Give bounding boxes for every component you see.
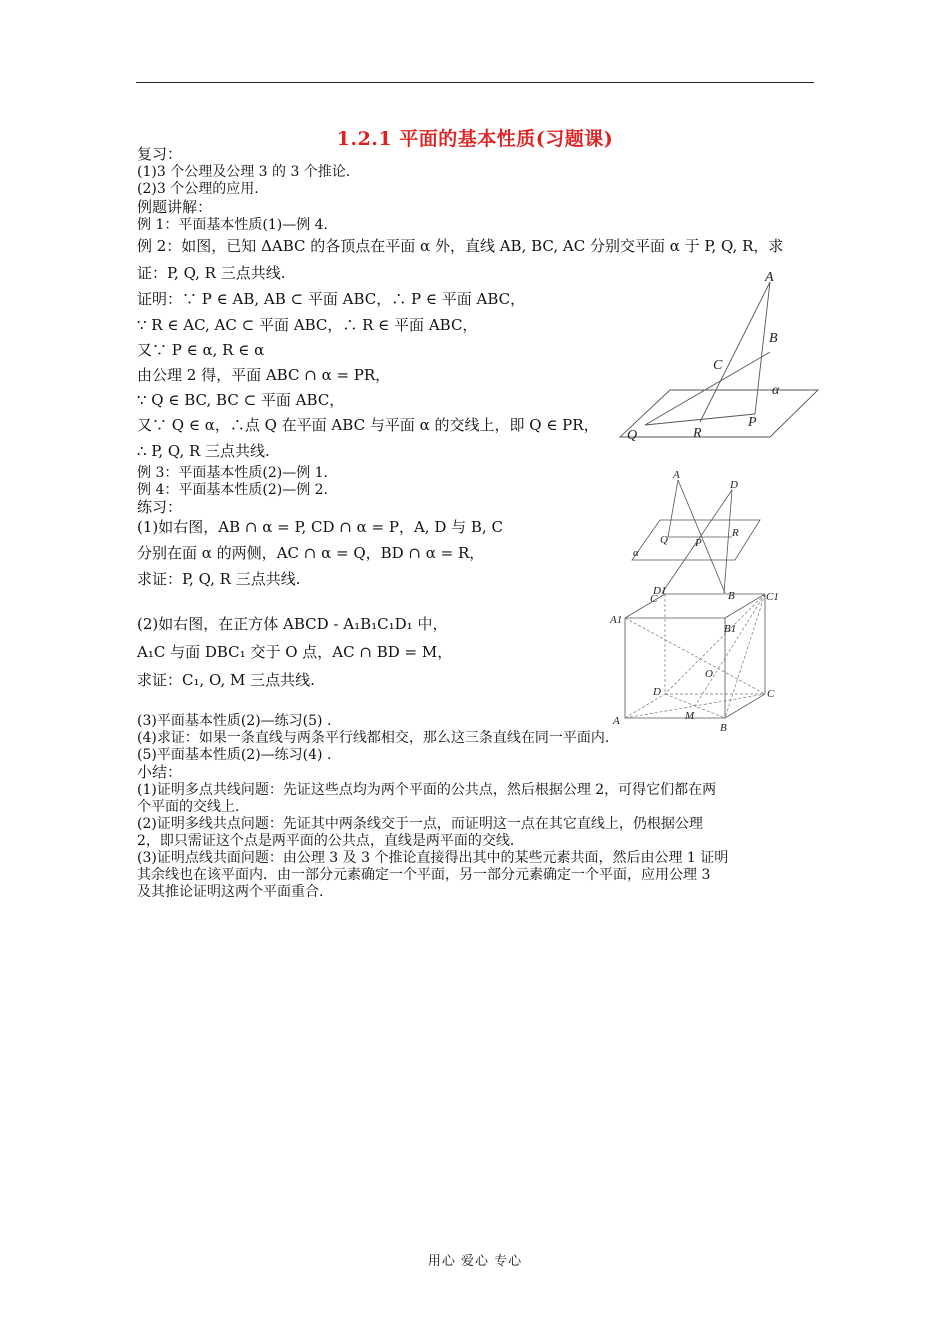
fig3-label-b1: B1 [724, 623, 737, 635]
text-line: ∵ R ∈ AC, AC ⊂ 平面 ABC，∴ R ∈ 平面 ABC， [137, 316, 478, 334]
text-line: (2)如右图，在正方体 ABCD - A₁B₁C₁D₁ 中， [137, 615, 448, 633]
fig3-label-a: A [613, 715, 620, 727]
header-rule [136, 82, 814, 83]
text-line: ∵ Q ∈ BC, BC ⊂ 平面 ABC， [137, 391, 345, 409]
text-line: (2)证明多线共点问题：先证其中两条线交于一点，而证明这一点在其它直线上，仍根据公理 [137, 816, 703, 832]
text-line: 例 3：平面基本性质(2)—例 1. [137, 465, 328, 481]
fig1-label-q: Q [627, 428, 638, 443]
fig3-label-o: O [705, 668, 713, 680]
fig3-label-c: C [767, 688, 775, 700]
fig1-label-r: R [693, 426, 702, 441]
text-line: 证：P, Q, R 三点共线. [137, 264, 286, 282]
figure-triangle-plane [600, 262, 830, 452]
page-title: 1.2.1 平面的基本性质(习题课) [336, 128, 614, 150]
text-line: (1)证明多点共线问题：先证这些点均为两个平面的公共点，然后根据公理 2，可得它们都在两 [137, 782, 717, 798]
section-examples: 例题讲解： [137, 198, 213, 216]
fig2-label-p: P [695, 537, 702, 549]
figure-cube [605, 582, 785, 732]
fig3-label-d1: D1 [653, 585, 667, 597]
fig2-label-b: B [728, 590, 735, 602]
fig3-label-a1: A1 [610, 614, 623, 626]
fig3-label-b: B [720, 722, 727, 734]
fig1-label-c: C [713, 358, 723, 373]
fig3-label-c1: C1 [766, 591, 779, 603]
text-line: (1)3 个公理及公理 3 的 3 个推论. [137, 164, 351, 180]
fig2-label-q: Q [660, 534, 668, 546]
text-line: 分别在面 α 的两侧，AC ∩ α = Q，BD ∩ α = R， [137, 544, 485, 562]
text-line: 其余线也在该平面内．由一部分元素确定一个平面，另一部分元素确定一个平面，应用公理 3 [137, 867, 711, 883]
fig2-label-c: C [650, 593, 658, 605]
fig2-label-a: A [673, 469, 680, 481]
text-line: 求证：P, Q, R 三点共线. [137, 570, 301, 588]
text-line: (3)平面基本性质(2)—练习(5) . [137, 713, 332, 729]
text-line: 又∵ P ∈ α, R ∈ α [137, 341, 265, 359]
text-line: 个平面的交线上. [137, 799, 240, 815]
fig2-label-d: D [730, 479, 738, 491]
figure-exercise-1 [620, 465, 770, 605]
text-line: (4)求证：如果一条直线与两条平行线都相交，那么这三条直线在同一平面内. [137, 730, 610, 746]
fig1-label-b: B [769, 331, 778, 346]
text-line: 又∵ Q ∈ α，∴点 Q 在平面 ABC 与平面 α 的交线上，即 Q ∈ PR， [137, 416, 599, 434]
section-review: 复习： [137, 145, 183, 163]
fig1-label-a: A [765, 270, 774, 285]
text-line: 例 4：平面基本性质(2)—例 2. [137, 482, 328, 498]
text-line: 求证：C₁, O, M 三点共线. [137, 671, 315, 689]
text-line: (5)平面基本性质(2)—练习(4) . [137, 747, 332, 763]
text-line: 2，即只需证这个点是两平面的公共点，直线是两平面的交线. [137, 833, 515, 849]
text-line: 由公理 2 得，平面 ABC ∩ α = PR， [137, 366, 391, 384]
text-line: (2)3 个公理的应用. [137, 181, 259, 197]
section-exercises: 练习： [137, 498, 183, 516]
fig3-label-m: M [685, 710, 695, 722]
section-summary: 小结： [137, 763, 183, 781]
text-line: ∴ P, Q, R 三点共线. [137, 442, 270, 460]
text-line: 证明：∵ P ∈ AB, AB ⊂ 平面 ABC，∴ P ∈ 平面 ABC， [137, 290, 526, 308]
fig2-label-alpha: α [633, 547, 639, 559]
fig1-label-alpha: α [772, 383, 780, 398]
text-line: 及其推论证明这两个平面重合. [137, 884, 324, 900]
text-line: A₁C 与面 DBC₁ 交于 O 点，AC ∩ BD = M， [137, 643, 453, 661]
text-line: (1)如右图，AB ∩ α = P, CD ∩ α = P，A, D 与 B, C [137, 518, 503, 536]
page-footer: 用心 爱心 专心 [427, 1254, 523, 1269]
text-line: 例 1：平面基本性质(1)—例 4. [137, 217, 328, 233]
fig3-label-d: D [653, 686, 661, 698]
fig1-label-p: P [748, 415, 757, 430]
fig2-label-r: R [732, 527, 739, 539]
text-line: (3)证明点线共面问题：由公理 3 及 3 个推论直接得出其中的某些元素共面，然后由公理 1 证明 [137, 850, 729, 866]
text-line: 例 2：如图，已知 ΔABC 的各顶点在平面 α 外，直线 AB, BC, AC 分别交平面 α 于 P, Q, R，求 [137, 237, 784, 255]
